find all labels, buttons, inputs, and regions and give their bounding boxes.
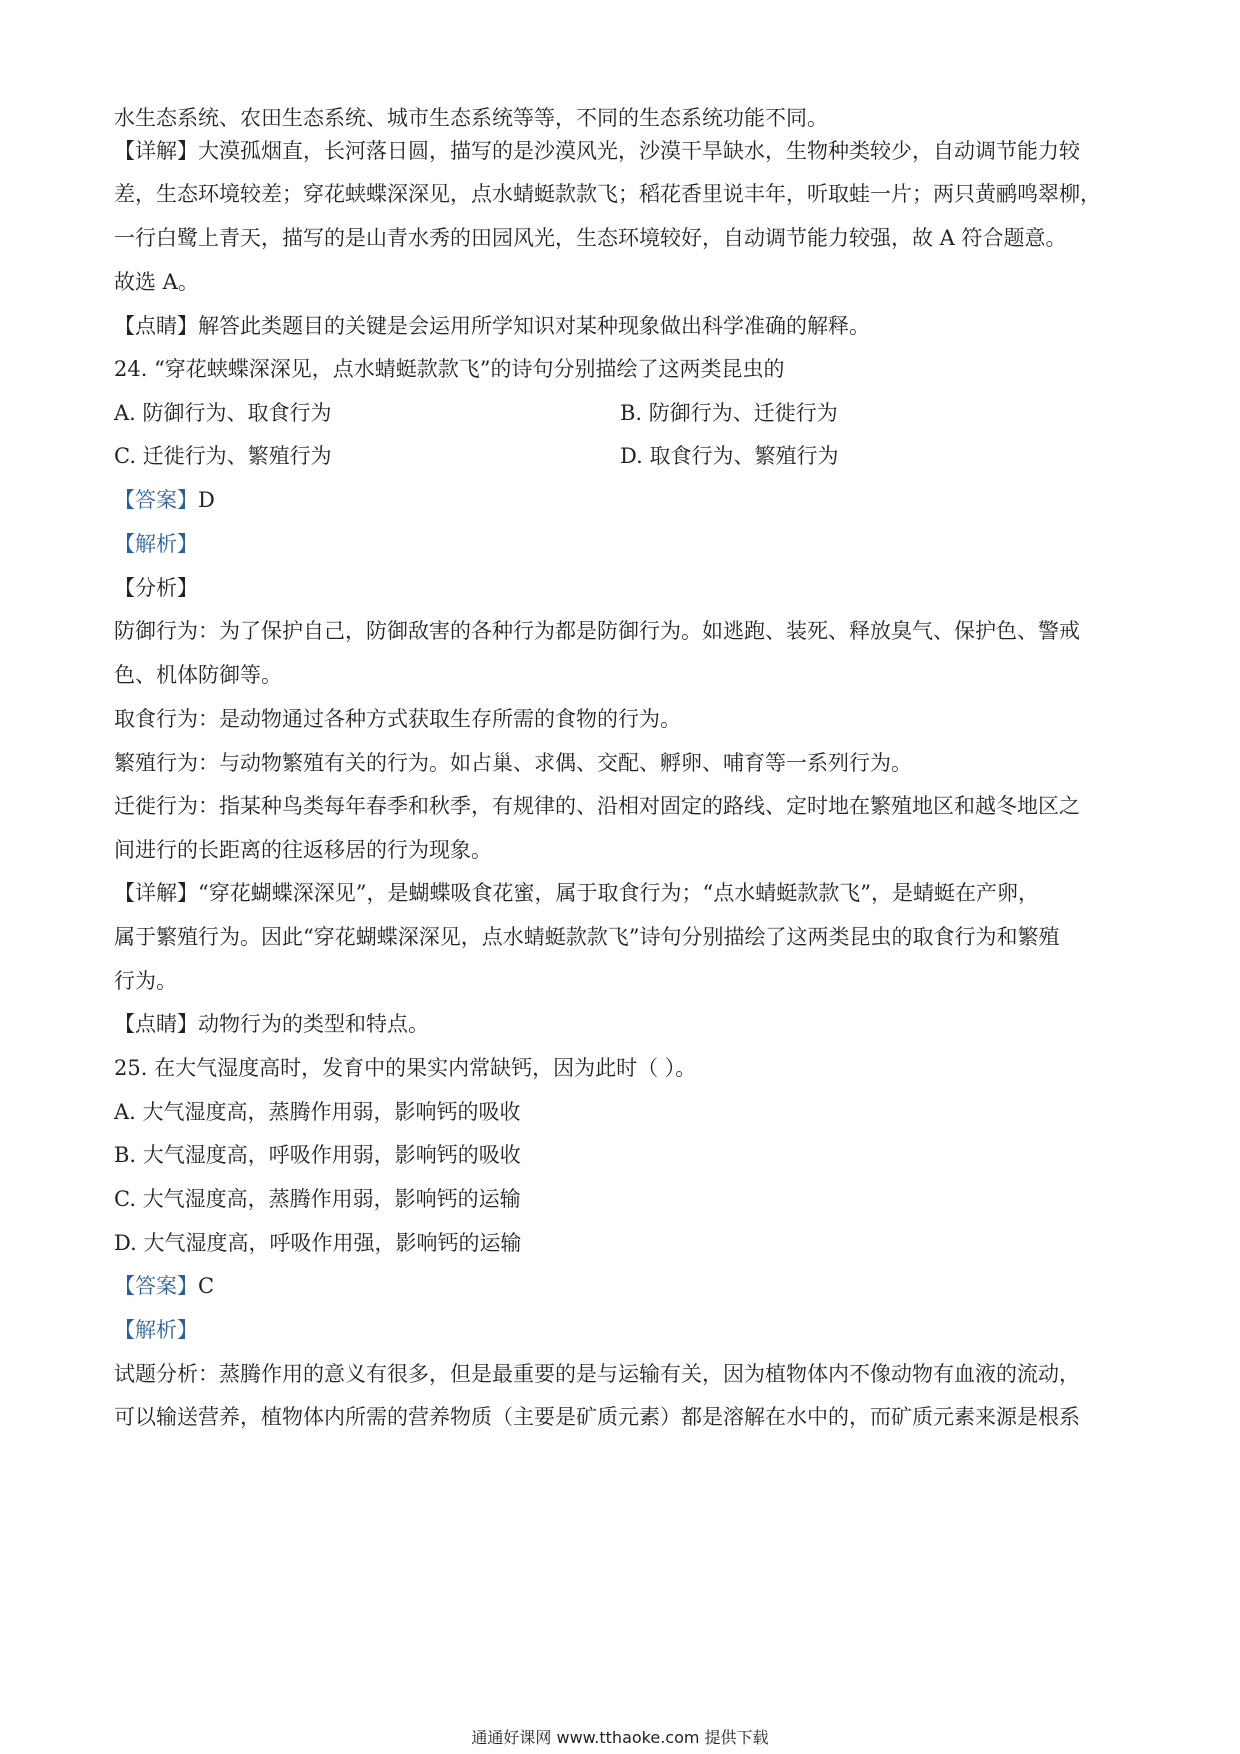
q24-option-c: C. 迁徙行为、繁殖行为 <box>114 444 332 468</box>
comment-tag: 【点睛】 <box>114 314 198 338</box>
q24-option-b: B. 防御行为、迁徙行为 <box>620 401 838 425</box>
q25-option-b: B. 大气湿度高，呼吸作用弱，影响钙的吸收 <box>114 1143 521 1167</box>
q25-option-c: C. 大气湿度高，蒸腾作用弱，影响钙的运输 <box>114 1187 521 1211</box>
q25-option-d: D. 大气湿度高，呼吸作用强，影响钙的运输 <box>114 1231 522 1255</box>
prev-comment: 【点睛】解答此类题目的关键是会运用所学知识对某种现象做出科学准确的解释。 <box>114 314 870 338</box>
answer-tag: 【答案】 <box>114 488 198 512</box>
q24-detail-line-1: 【详解】“穿花蝴蝶深深见”，是蝴蝶吸食花蜜，属于取食行为；“点水蜻蜓款款飞”，是蜻蜓在产卵， <box>114 881 1039 905</box>
prev-continuation: 水生态系统、农田生态系统、城市生态系统等等，不同的生态系统功能不同。 <box>114 106 828 130</box>
q24-defense-line-1: 防御行为：为了保护自己，防御敌害的各种行为都是防御行为。如逃跑、装死、释放臭气、保护色、警戒 <box>114 619 1080 643</box>
q24-analysis-tag: 【解析】 <box>114 532 198 556</box>
q24-detail-line-2: 属于繁殖行为。因此“穿花蝴蝶深深见，点水蜻蜓款款飞”诗句分别描绘了这两类昆虫的取食行为和繁殖 <box>114 925 1060 949</box>
answer-value: D <box>198 488 215 512</box>
q25-analysis-tag: 【解析】 <box>114 1318 198 1342</box>
q24-feeding: 取食行为：是动物通过各种方式获取生存所需的食物的行为。 <box>114 707 681 731</box>
q24-migration-line-1: 迁徙行为：指某种鸟类每年春季和秋季，有规律的、沿相对固定的路线、定时地在繁殖地区和越冬地区之 <box>114 794 1080 818</box>
q24-defense-line-2: 色、机体防御等。 <box>114 663 282 687</box>
q24-breeding: 繁殖行为：与动物繁殖有关的行为。如占巢、求偶、交配、孵卵、哺育等一系列行为。 <box>114 751 912 775</box>
q24-answer <box>114 485 1134 515</box>
answer-tag: 【答案】 <box>114 1274 198 1298</box>
q24-detail-line-3: 行为。 <box>114 969 177 993</box>
q25-analysis-line-2: 可以输送营养，植物体内所需的营养物质（主要是矿质元素）都是溶解在水中的，而矿质元素来源是根系 <box>114 1405 1080 1429</box>
detail-tag: 【详解】 <box>114 139 198 163</box>
q24-option-d: D. 取食行为、繁殖行为 <box>620 444 839 468</box>
q24-migration-line-2: 间进行的长距离的往返移居的行为现象。 <box>114 838 492 862</box>
detail-tag: 【详解】 <box>114 881 198 905</box>
prev-detail-line-2: 差，生态环境较差；穿花蛱蝶深深见，点水蜻蜓款款飞；稻花香里说丰年，听取蛙一片；两只黄鹂鸣翠柳， <box>114 182 1101 206</box>
page-footer: 通通好课网 www.tthaoke.com 提供下载 <box>471 1728 769 1747</box>
prev-detail-line-3: 一行白鹭上青天，描写的是山青水秀的田园风光，生态环境较好，自动调节能力较强，故 A 符合题意。 <box>114 226 1067 250</box>
answer-value: C <box>198 1274 215 1298</box>
prev-choice: 故选 A。 <box>114 270 199 294</box>
q24-comment: 【点睛】动物行为的类型和特点。 <box>114 1012 429 1036</box>
q25-option-a: A. 大气湿度高，蒸腾作用弱，影响钙的吸收 <box>114 1100 521 1124</box>
comment-tag: 【点睛】 <box>114 1012 198 1036</box>
prev-detail-line-1: 【详解】大漠孤烟直，长河落日圆，描写的是沙漠风光，沙漠干旱缺水，生物种类较少，自动调节能力较 <box>114 139 1080 163</box>
q24-fenxi-tag: 【分析】 <box>114 576 198 600</box>
q25-analysis-line-1: 试题分析：蒸腾作用的意义有很多，但是最重要的是与运输有关，因为植物体内不像动物有血液的流动， <box>114 1362 1080 1386</box>
q25-answer <box>114 1271 1134 1301</box>
q25-stem: 25. 在大气湿度高时，发育中的果实内常缺钙，因为此时（ ）。 <box>114 1056 697 1080</box>
q24-option-a: A. 防御行为、取食行为 <box>114 401 332 425</box>
q24-stem: 24. “穿花蛱蝶深深见，点水蜻蜓款款飞”的诗句分别描绘了这两类昆虫的 <box>114 357 785 381</box>
